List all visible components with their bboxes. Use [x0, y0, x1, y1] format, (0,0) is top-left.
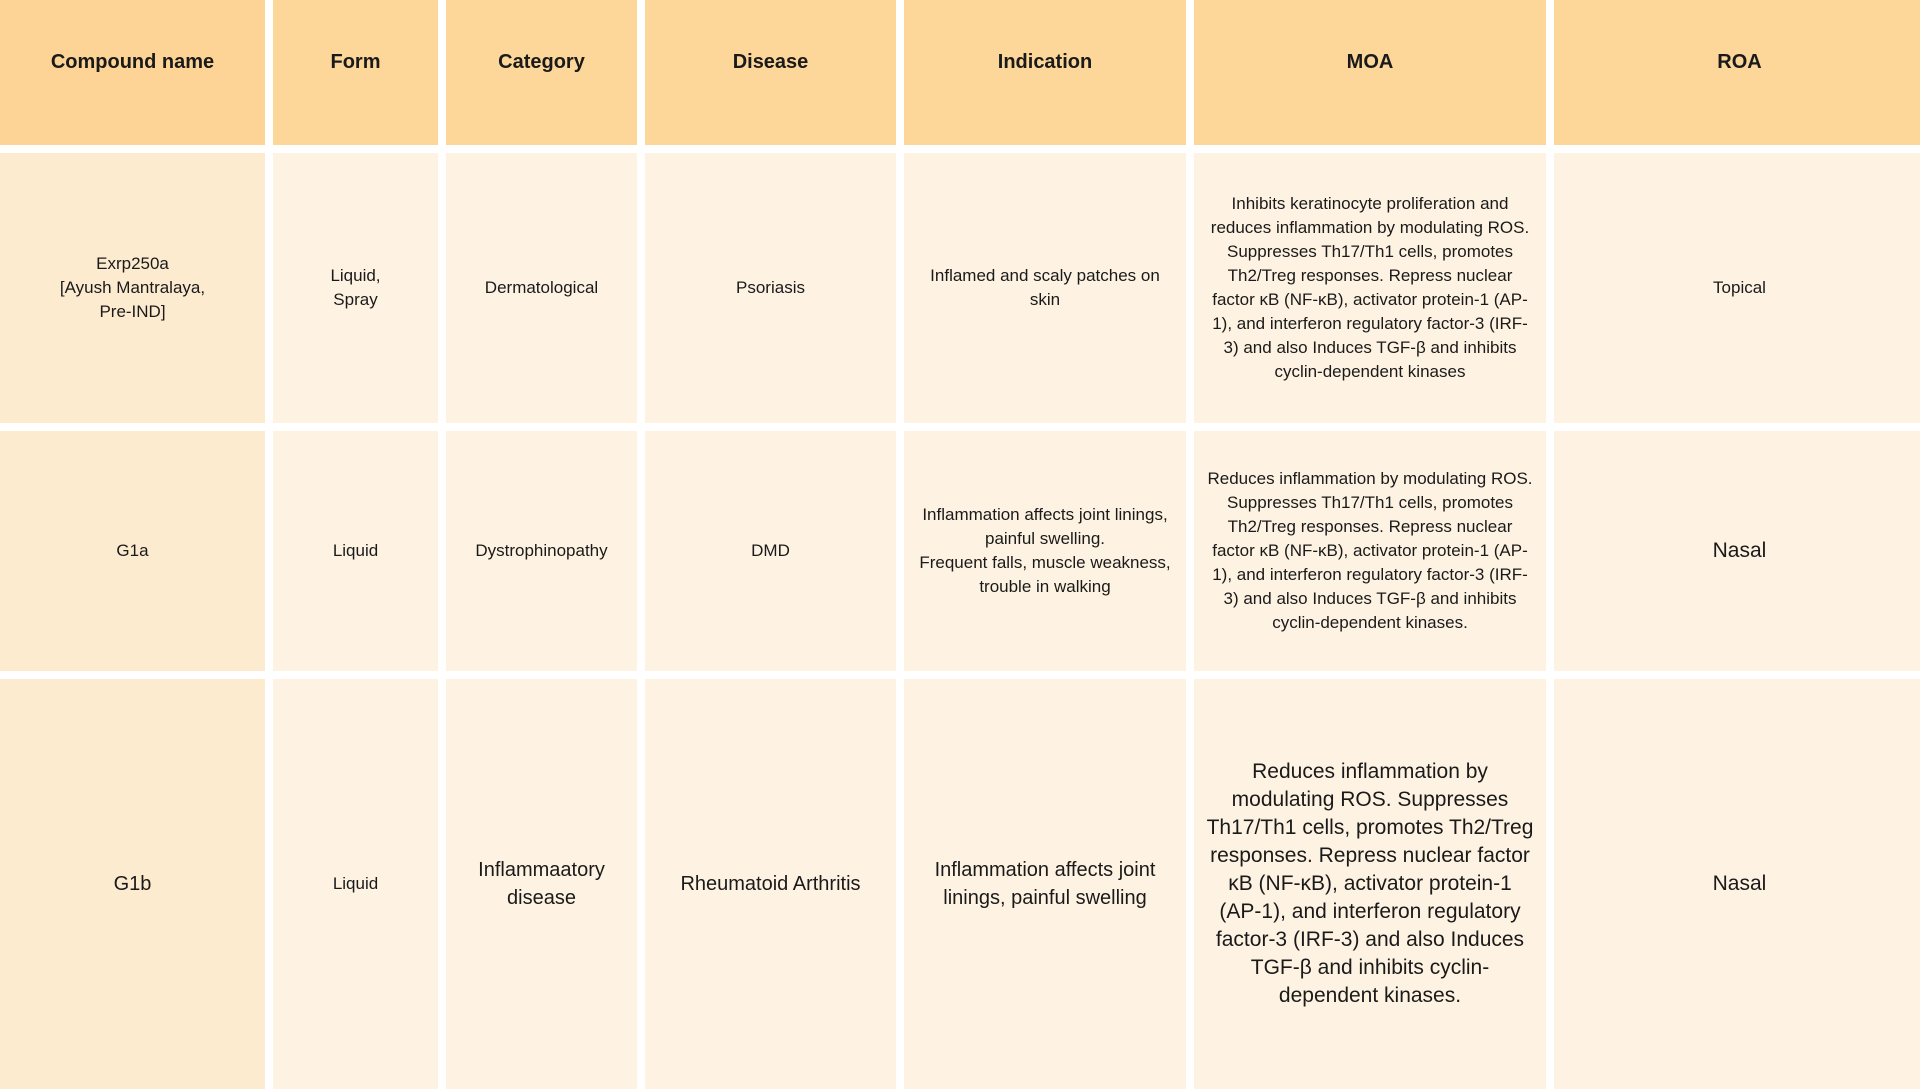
- row3-category: Inflammaatory disease: [446, 679, 637, 1089]
- header-category: Category: [446, 0, 637, 145]
- row2-disease: DMD: [645, 431, 896, 671]
- row2-indication: Inflammation affects joint linings, painful swelling. Frequent falls, muscle weakness, trouble in walking: [904, 431, 1186, 671]
- row3-moa: Reduces inflammation by modulating ROS. Suppresses Th17/Th1 cells, promotes Th2/Treg responses. Repress nuclear factor κB (NF-κB), activator protein-1 (AP-1), and interferon regulatory factor-3 (IRF-3) and also Induces TGF-β and inhibits cyclin-dependent kinases.: [1194, 679, 1546, 1089]
- row3-indication: Inflammation affects joint linings, painful swelling: [904, 679, 1186, 1089]
- header-moa: MOA: [1194, 0, 1546, 145]
- header-roa: ROA: [1554, 0, 1920, 145]
- row1-roa: Topical: [1554, 153, 1920, 423]
- row2-category: Dystrophinopathy: [446, 431, 637, 671]
- header-compound-name: Compound name: [0, 0, 265, 145]
- row1-moa: Inhibits keratinocyte proliferation and reduces inflammation by modulating ROS. Suppresses Th17/Th1 cells, promotes Th2/Treg responses. Repress nuclear factor κB (NF-κB), activator protein-1 (AP-1), and interferon regulatory factor-3 (IRF-3) and also Induces TGF-β and inhibits cyclin-dependent kinases: [1194, 153, 1546, 423]
- row3-compound-name: G1b: [0, 679, 265, 1089]
- row2-compound-name: G1a: [0, 431, 265, 671]
- row3-form: Liquid: [273, 679, 438, 1089]
- row1-compound-name: Exrp250a [Ayush Mantralaya, Pre-IND]: [0, 153, 265, 423]
- row2-moa: Reduces inflammation by modulating ROS. Suppresses Th17/Th1 cells, promotes Th2/Treg responses. Repress nuclear factor κB (NF-κB), activator protein-1 (AP-1), and interferon regulatory factor-3 (IRF-3) and also Induces TGF-β and inhibits cyclin-dependent kinases.: [1194, 431, 1546, 671]
- row3-disease: Rheumatoid Arthritis: [645, 679, 896, 1089]
- row1-indication: Inflamed and scaly patches on skin: [904, 153, 1186, 423]
- row1-disease: Psoriasis: [645, 153, 896, 423]
- row1-form: Liquid, Spray: [273, 153, 438, 423]
- row2-roa: Nasal: [1554, 431, 1920, 671]
- header-form: Form: [273, 0, 438, 145]
- header-disease: Disease: [645, 0, 896, 145]
- row2-form: Liquid: [273, 431, 438, 671]
- row3-roa: Nasal: [1554, 679, 1920, 1089]
- header-indication: Indication: [904, 0, 1186, 145]
- row1-category: Dermatological: [446, 153, 637, 423]
